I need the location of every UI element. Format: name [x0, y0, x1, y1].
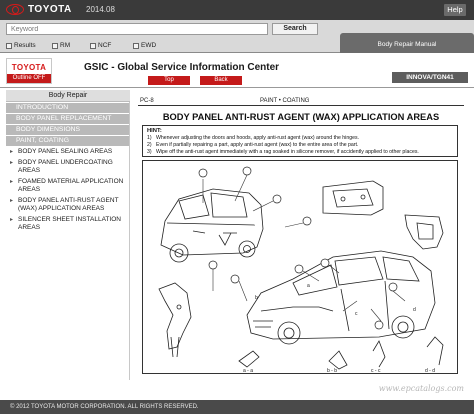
back-button[interactable]: Back	[200, 76, 242, 85]
section-label: b - b	[327, 368, 338, 373]
sidebar	[6, 90, 130, 380]
document-pane	[132, 90, 468, 380]
sidebar-category-paint-coating[interactable]: PAINT, COATING	[6, 136, 129, 146]
hint-item	[147, 135, 359, 141]
document-icon	[90, 43, 96, 49]
search-button[interactable]: Search	[272, 23, 318, 35]
hint-number: 2)	[147, 142, 152, 148]
sidebar-category-body-dimensions[interactable]: BODY DIMENSIONS	[6, 125, 129, 135]
sidebar-list	[6, 148, 129, 232]
section-label: c - c	[371, 368, 381, 373]
document-section: PAINT • COATING	[260, 98, 310, 104]
hint-number: 1)	[147, 135, 152, 141]
brand	[6, 4, 72, 15]
watermark: www.epcatalogs.com	[378, 384, 464, 393]
callout-marker	[303, 217, 311, 225]
model-badge: INNOVA/TGN41	[392, 72, 468, 83]
section-marker: c	[355, 311, 358, 317]
callout-marker	[375, 321, 383, 329]
hint-text: Whenever adjusting the doors and hoods, apply anti-rust agent (wax) around the hinges.	[156, 135, 360, 141]
sidebar-category-introduction[interactable]: INTRODUCTION	[6, 103, 129, 113]
callout-marker	[231, 275, 239, 283]
pillar-detail-drawing	[159, 283, 191, 357]
top-bar	[0, 0, 474, 20]
tab-label: NCF	[98, 42, 112, 49]
tab-label: EWD	[141, 42, 157, 49]
anti-rust-diagram	[143, 161, 457, 373]
callout-marker	[199, 169, 207, 177]
version-label: 2014.08	[86, 5, 115, 14]
callout-marker	[295, 265, 303, 273]
section-label: a - a	[243, 368, 254, 373]
tab-rm[interactable]	[52, 40, 70, 51]
callout-marker	[273, 195, 281, 203]
hint-item	[147, 142, 358, 148]
tab-results[interactable]	[6, 40, 36, 51]
hint-text: Wipe off the anti-rust agent immediately with a rag soaked in silicone remover, if accidently applied to other places.	[156, 149, 419, 155]
vehicle-front-drawing	[247, 251, 435, 344]
toyota-logo: TOYOTA	[11, 63, 47, 72]
divider	[138, 105, 464, 106]
hint-label: HINT:	[147, 128, 162, 134]
help-button[interactable]: Help	[444, 4, 466, 16]
sidebar-item-sealing-areas[interactable]: ▸ BODY PANEL SEALING AREAS	[10, 148, 129, 156]
brand-name: TOYOTA	[28, 4, 72, 15]
hint-number: 3)	[147, 149, 152, 155]
tab-label: Results	[14, 42, 36, 49]
document-title: BODY PANEL ANTI-RUST AGENT (WAX) APPLICATION AREAS	[162, 112, 440, 122]
tab-body-repair-manual[interactable]: Body Repair Manual	[340, 37, 474, 53]
tab-ncf[interactable]	[90, 40, 111, 51]
leader-lines	[203, 175, 405, 321]
callout-marker	[389, 283, 397, 291]
callout-marker	[321, 259, 329, 267]
page-header	[0, 54, 474, 88]
page-code: PC-8	[140, 98, 154, 104]
top-button[interactable]: Top	[148, 76, 190, 85]
document-icon	[6, 43, 12, 49]
section-marker: a	[307, 283, 310, 289]
tab-label: RM	[60, 42, 71, 49]
sidebar-title: Body Repair	[6, 90, 130, 102]
footer: © 2012 TOYOTA MOTOR CORPORATION. ALL RIGHTS RESERVED.	[0, 400, 474, 414]
callout-marker	[209, 261, 217, 269]
logo-box	[6, 58, 52, 84]
section-detail-drawings	[239, 337, 443, 369]
hint-text: Even if partially repairing a part, apply anti-rust agent (wax) to the entire area of the part.	[156, 142, 359, 148]
section-marker: b	[255, 295, 258, 301]
toyota-logo-icon	[6, 4, 24, 15]
hint-box	[142, 125, 458, 157]
bracket-detail-drawing	[405, 215, 443, 249]
tab-ewd[interactable]	[133, 40, 156, 51]
outline-off-button[interactable]: Outline OFF	[7, 74, 51, 83]
sidebar-item-undercoating-areas[interactable]: ▸ BODY PANEL UNDERCOATING AREAS	[10, 159, 129, 175]
sidebar-item-foamed-material[interactable]: ▸ FOAMED MATERIAL APPLICATION AREAS	[10, 178, 129, 194]
page-title: GSIC - Global Service Information Center	[84, 62, 280, 73]
tab-row	[0, 37, 474, 53]
document-icon	[52, 43, 58, 49]
hint-item	[147, 149, 419, 155]
hinge-detail-drawing	[323, 181, 383, 215]
sidebar-category-body-panel-replacement[interactable]: BODY PANEL REPLACEMENT	[6, 114, 129, 124]
diagram-figure	[142, 160, 458, 374]
sidebar-item-anti-rust-agent[interactable]: ▸ BODY PANEL ANTI-RUST AGENT (WAX) APPLICATION AREAS	[10, 197, 129, 213]
document-icon	[133, 43, 139, 49]
search-input[interactable]	[6, 23, 268, 35]
vehicle-rear-drawing	[161, 189, 263, 262]
sidebar-item-silencer-sheet[interactable]: ▸ SILENCER SHEET INSTALLATION AREAS	[10, 216, 129, 232]
section-marker: d	[413, 307, 416, 313]
section-label: d - d	[425, 368, 436, 373]
callout-marker	[243, 167, 251, 175]
